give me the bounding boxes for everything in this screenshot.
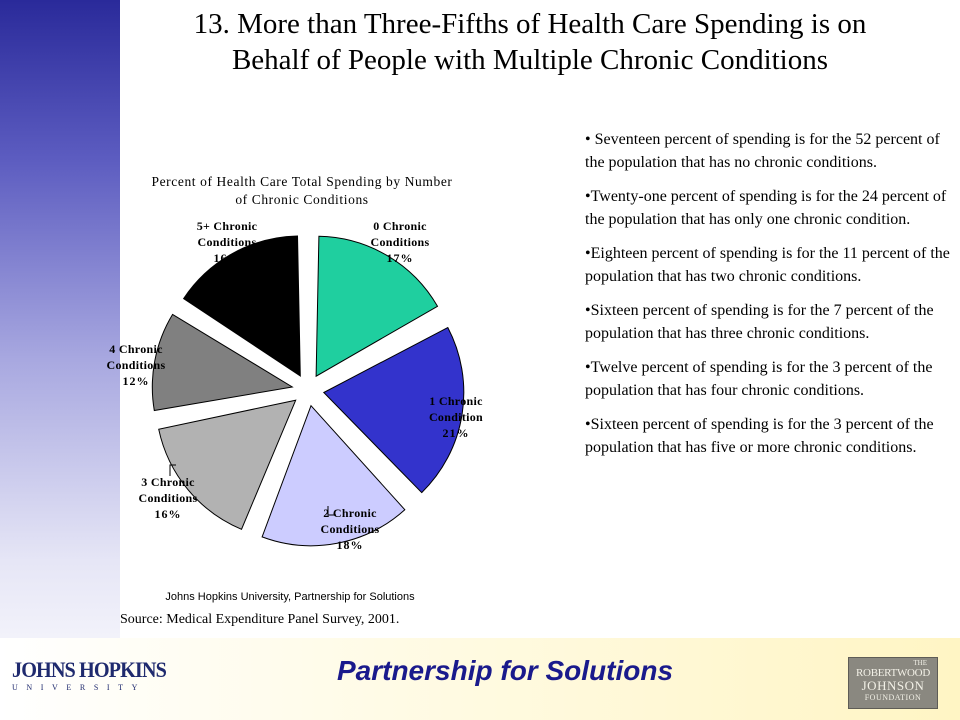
rwj-logo-the: THE [913, 659, 927, 667]
slice-label-line-1: 0 Chronic [373, 219, 427, 233]
slice-label-line-2: Conditions [370, 235, 430, 249]
chart-title-line-2: of Chronic Conditions [235, 192, 369, 207]
bullet-list [585, 128, 950, 470]
bullet-item: •Eighteen percent of spending is for the 11 percent of the population that has two chronic conditions. [585, 245, 950, 285]
bullet-item: • Seventeen percent of spending is for the 52 percent of the population that has no chronic conditions. [585, 131, 940, 171]
chart-source: Source: Medical Expenditure Panel Survey, 2001. [120, 612, 400, 627]
slice-label-line-1: 4 Chronic [109, 342, 163, 356]
slice-label-line-1: 3 Chronic [141, 475, 195, 489]
slice-value-label: 16% [154, 507, 182, 521]
johns-hopkins-logo-university: UNIVERSITY [12, 683, 146, 692]
bullet-item: •Twenty-one percent of spending is for the 24 percent of the population that has only one chronic condition. [585, 188, 947, 228]
slide-title [130, 6, 930, 78]
bullet-item: •Sixteen percent of spending is for the 7 percent of the population that has three chronic conditions. [585, 302, 934, 342]
slice-label-line-2: Conditions [106, 358, 166, 372]
slice-value-label: 16% [213, 251, 241, 265]
rwj-logo-robert-wood: ROBERTWOOD [856, 667, 930, 679]
rwj-foundation-logo [848, 657, 938, 709]
slice-value-label: 17% [386, 251, 414, 265]
slice-label-line-2: Conditions [138, 491, 198, 505]
slice-label-line-2: Condition [428, 410, 484, 424]
bullet-item: •Twelve percent of spending is for the 3 percent of the population that has four chronic conditions. [585, 359, 933, 399]
slice-value-label: 12% [122, 374, 150, 388]
bullet-item: •Sixteen percent of spending is for the 3 percent of the population that has five or more chronic conditions. [585, 416, 934, 456]
chart-title-line-1: Percent of Health Care Total Spending by Number [151, 174, 453, 189]
slice-value-label: 21% [442, 426, 470, 440]
chart-credit: Johns Hopkins University, Partnership for Solutions [165, 591, 415, 603]
footer-tagline: Partnership for Solutions [336, 655, 674, 686]
pie-chart [100, 160, 520, 580]
rwj-logo-johnson: JOHNSON [861, 678, 925, 693]
slide-title-line-1: 13. More than Three-Fifths of Health Care Spending is on [193, 8, 867, 40]
slide-title-line-2: Behalf of People with Multiple Chronic Conditions [231, 44, 829, 76]
slice-label-line-1: 2 Chronic [323, 506, 377, 520]
slice-label-line-1: 1 Chronic [429, 394, 483, 408]
johns-hopkins-logo-name: JOHNS HOPKINS [12, 657, 166, 682]
slice-value-label: 18% [336, 538, 364, 552]
slice-label-line-2: Conditions [197, 235, 257, 249]
slice-label-line-1: 5+ Chronic [196, 219, 258, 233]
johns-hopkins-logo [12, 657, 166, 698]
rwj-logo-foundation: FOUNDATION [864, 693, 922, 702]
slice-label-line-2: Conditions [320, 522, 380, 536]
pie-slices [152, 236, 463, 546]
